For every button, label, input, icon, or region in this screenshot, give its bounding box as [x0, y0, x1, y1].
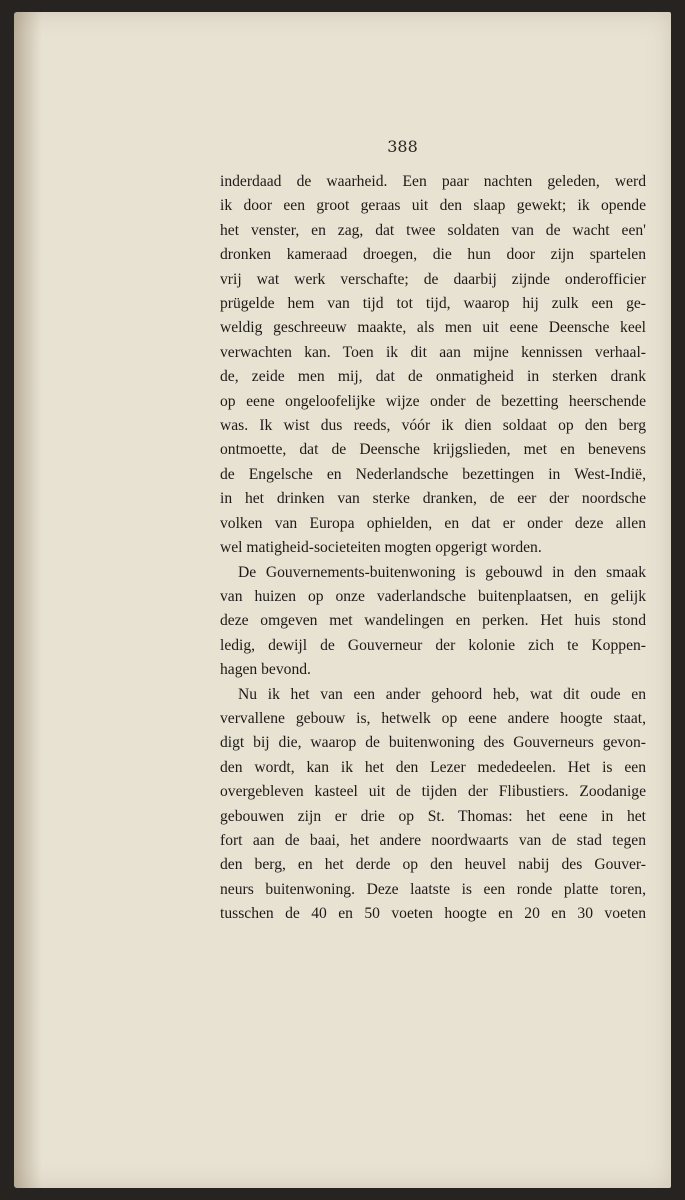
text-line: vrij wat werk verschafte; de daarbij zijnde onderofficier: [220, 270, 646, 288]
text-line: den berg, en het derde op den heuvel nabij des Gouver-: [220, 856, 646, 874]
text-line: overgebleven kasteel uit de tijden der Flibustiers. Zoodanige: [220, 783, 646, 801]
text-line: digt bij die, waarop de buitenwoning des Gouverneurs gevon-: [220, 734, 646, 752]
text-line: volken van Europa ophielden, en dat er onder deze allen: [220, 514, 646, 532]
text-line: Nu ik het van een ander gehoord heb, wat dit oude en: [238, 685, 646, 703]
text-line: verwachten kan. Toen ik dit aan mijne kennissen verhaal-: [220, 343, 646, 361]
text-line: het venster, en zag, dat twee soldaten van de wacht een': [220, 221, 646, 239]
text-line: ik door een groot geraas uit den slaap gewekt; ik opende: [220, 197, 646, 215]
text-line: prügelde hem van tijd tot tijd, waarop hij zulk een ge-: [220, 295, 646, 313]
text-line: de Engelsche en Nederlandsche bezettingen in West-Indië,: [220, 465, 646, 483]
text-line: de, zeide men mij, dat de onmatigheid in sterken drank: [220, 368, 646, 386]
text-line: ontmoette, dat de Deensche krijgslieden, met en benevens: [220, 441, 646, 459]
text-line: inderdaad de waarheid. Een paar nachten geleden, werd: [220, 173, 646, 190]
text-line: gebouwen zijn er drie op St. Thomas: het eene in het: [220, 807, 646, 825]
text-line: deze omgeven met wandelingen en perken. Het huis stond: [220, 612, 646, 630]
text-line: hagen bevond.: [220, 661, 311, 679]
text-line: was. Ik wist dus reeds, vóór ik dien soldaat op den berg: [220, 417, 646, 435]
text-line: op eene ongeloofelijke wijze onder de bezetting heerschende: [220, 392, 646, 410]
text-line: wel matigheid-societeiten mogten opgerigt worden.: [220, 539, 542, 557]
body-text: [220, 170, 646, 927]
text-line: ledig, dewijl de Gouverneur der kolonie zich te Koppen-: [220, 636, 646, 654]
page-number: 388: [387, 137, 418, 156]
text-line: van huizen op onze vaderlandsche buitenplaatsen, en gelijk: [220, 587, 646, 605]
book-page: [14, 12, 671, 1188]
text-line: fort aan de baai, het andere noordwaarts van de stad tegen: [220, 831, 646, 849]
text-line: De Gouvernements-buitenwoning is gebouwd in den smaak: [238, 563, 646, 581]
text-line: dronken kameraad droegen, die hun door zijn spartelen: [220, 246, 646, 264]
text-line: weldig geschreeuw maakte, als men uit eene Deensche keel: [220, 319, 646, 337]
text-line: neurs buitenwoning. Deze laatste is een ronde platte toren,: [220, 880, 646, 898]
text-line: vervallene gebouw is, hetwelk op eene andere hoogte staat,: [220, 709, 646, 727]
spine-shadow: [14, 12, 42, 1188]
text-line: den wordt, kan ik het den Lezer mededeelen. Het is een: [220, 758, 646, 776]
text-line: tusschen de 40 en 50 voeten hoogte en 20 en 30 voeten: [220, 905, 646, 923]
text-line: in het drinken van sterke dranken, de eer der noordsche: [220, 490, 646, 508]
